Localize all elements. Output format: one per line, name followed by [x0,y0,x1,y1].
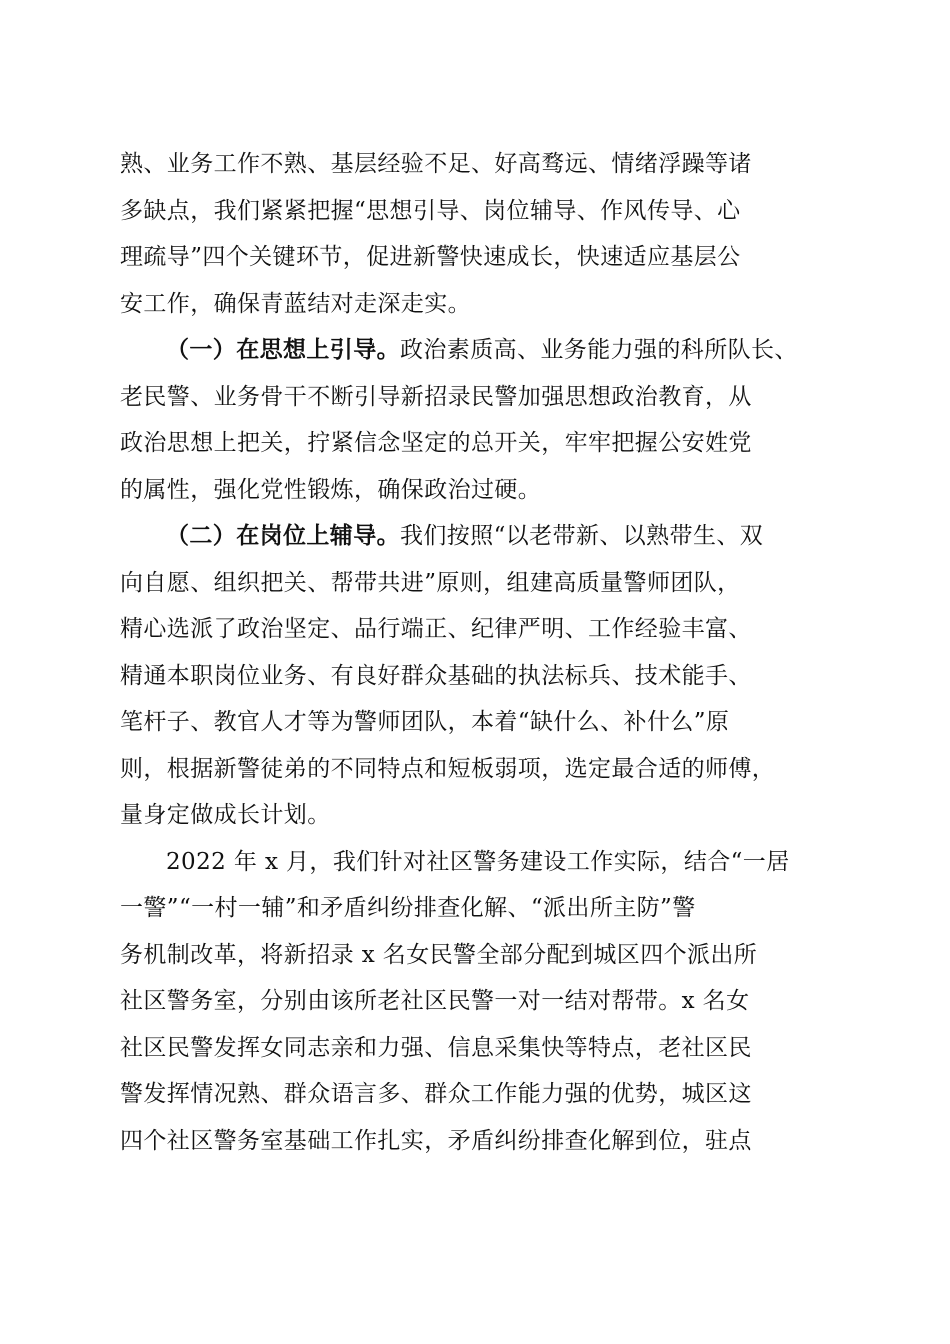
text-line: 的属性，强化党性锻炼，确保政治过硬。 [120,476,542,503]
text-line [120,327,840,374]
text-line: 熟、业务工作不熟、基层经验不足、好高骛远、情绪浮躁等诸 [120,151,752,177]
section-1-first-line: 政治素质高、业务能力强的科所队长、 [400,337,798,363]
text-line: 2022 年 x 月，我们针对社区警务建设工作实际，结合“一居 [166,848,790,875]
text-line: 理疏导”四个关键环节，促进新警快速成长，快速适应基层公 [120,244,741,270]
paragraph-intro [120,141,840,327]
text-line: 安工作，确保青蓝结对走深走实。 [120,290,471,317]
section-heading-2: （二）在岗位上辅导。 [166,522,400,549]
text-line: 量身定做成长计划。 [120,802,331,828]
text-line: 则，根据新警徒弟的不同特点和短板弱项，选定最合适的师傅， [120,755,776,782]
text-line: 政治思想上把关，拧紧信念坚定的总开关，牢牢把握公安姓党 [120,430,752,456]
section-2-first-line: 我们按照“以老带新、以熟带生、双 [400,523,764,549]
text-line [120,513,840,560]
text-line: 笔杆子、教官人才等为警师团队，本着“缺什么、补什么”原 [120,709,730,735]
text-line: 老民警、业务骨干不断引导新招录民警加强思想政治教育，从 [120,383,752,410]
text-line: 社区警务室，分别由该所老社区民警一对一结对帮带。x 名女 [120,988,750,1014]
text-line: 多缺点，我们紧紧把握“思想引导、岗位辅导、作风传导、心 [120,197,741,224]
paragraph-section-2 [120,513,840,839]
paragraph-section-1 [120,327,840,513]
text-line: 向自愿、组织把关、帮带共进”原则，组建高质量警师团队， [120,569,741,596]
text-line: 务机制改革，将新招录 x 名女民警全部分配到城区四个派出所 [120,941,758,968]
document-body [120,141,840,1164]
section-heading-1: （一）在思想上引导。 [166,336,400,363]
text-line: 警发挥情况熟、群众语言多、群众工作能力强的优势，城区这 [120,1081,752,1107]
paragraph-community-policing [120,839,840,1165]
text-line: 一警”“一村一辅”和矛盾纠纷排查化解、“派出所主防”警 [120,895,696,921]
text-line: 四个社区警务室基础工作扎实，矛盾纠纷排查化解到位，驻点 [120,1127,752,1154]
text-line: 精通本职岗位业务、有良好群众基础的执法标兵、技术能手、 [120,662,752,689]
text-line: 精心选派了政治坚定、品行端正、纪律严明、工作经验丰富、 [120,616,752,642]
text-line: 社区民警发挥女同志亲和力强、信息采集快等特点，老社区民 [120,1034,752,1061]
